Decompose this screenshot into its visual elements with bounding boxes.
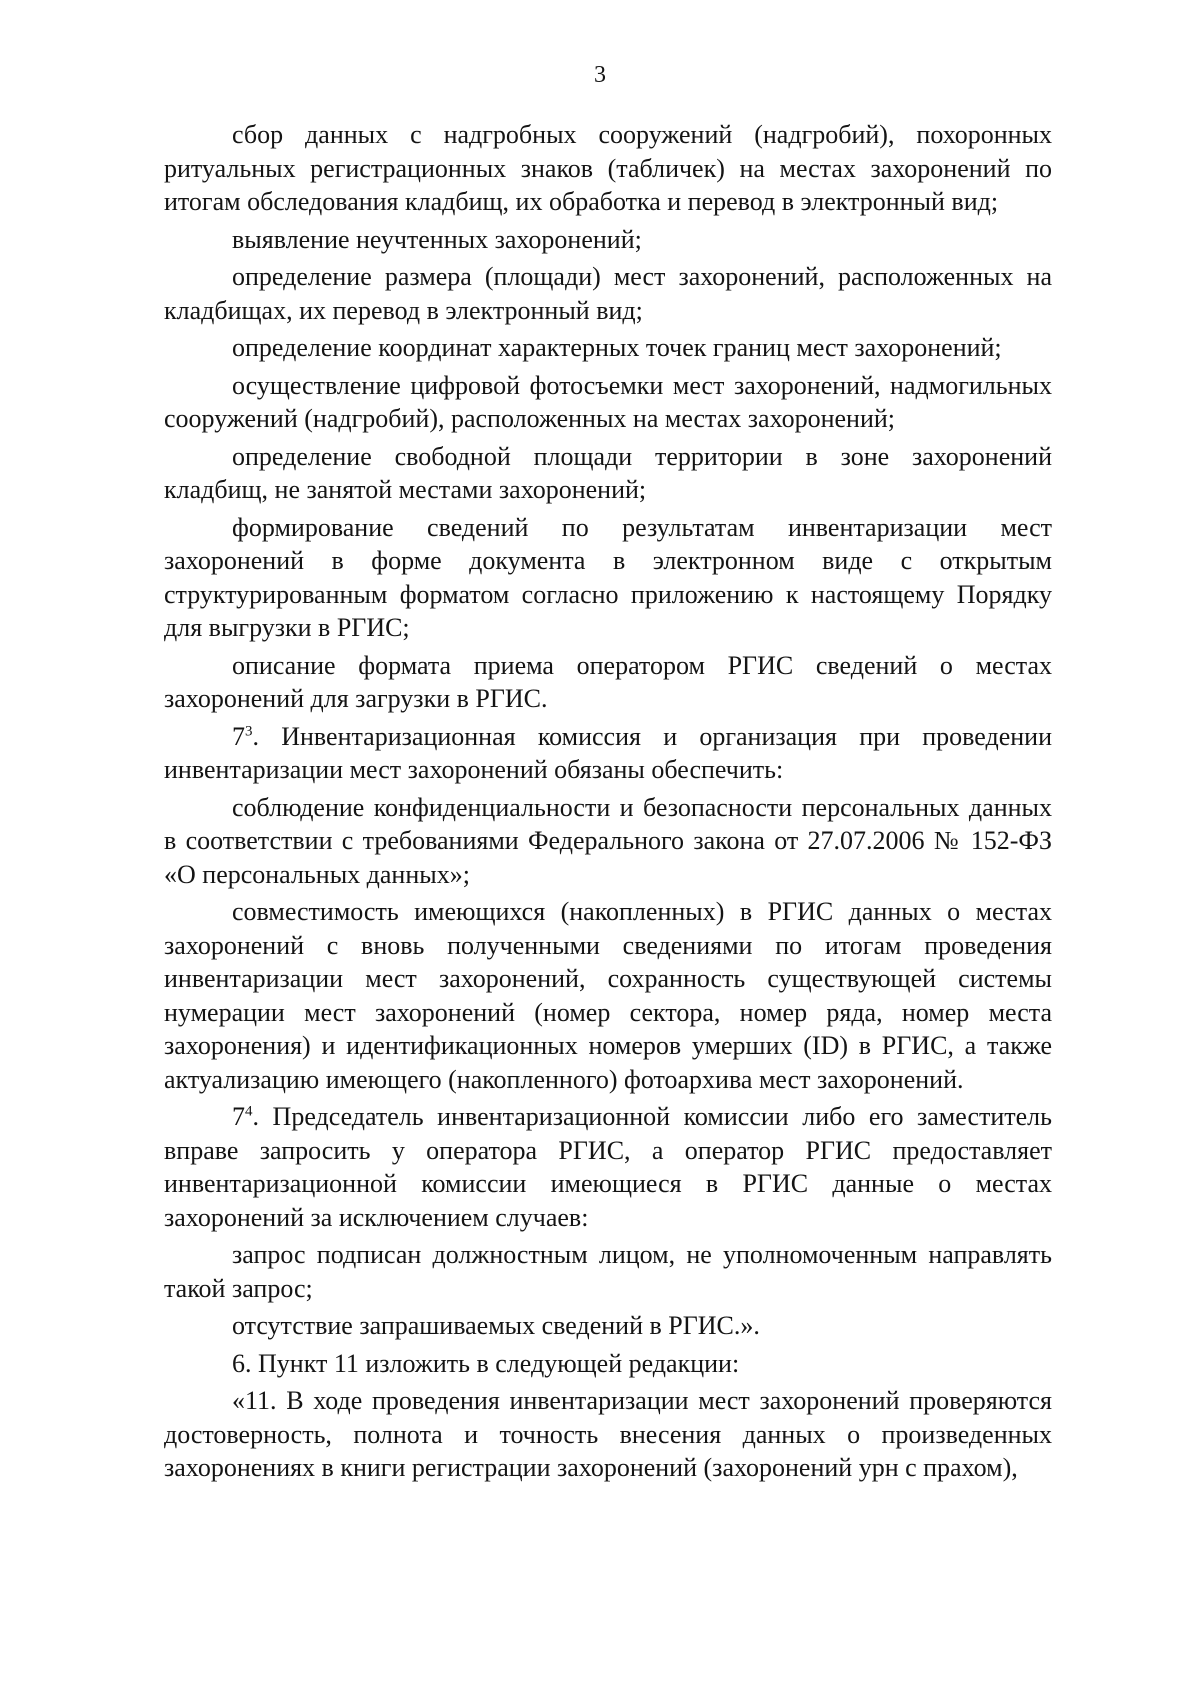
paragraph-15	[164, 1347, 1052, 1381]
paragraph-text: описание формата приема оператором РГИС сведений о местах захоронений для загрузки в РГИС.	[164, 650, 1052, 713]
paragraph-2	[164, 223, 1052, 257]
paragraph-text: соблюдение конфиденциальности и безопасности персональных данных в соответствии с требованиями Федерального закона от 27.07.2006 № 152-ФЗ «О персональных данных»;	[164, 792, 1052, 889]
paragraph-text: определение координат характерных точек границ мест захоронений;	[232, 333, 1002, 362]
clause-number: 7	[232, 721, 245, 751]
paragraph-text: выявление неучтенных захоронений;	[232, 224, 642, 254]
paragraph-11	[164, 895, 1052, 1096]
paragraph-16	[164, 1384, 1052, 1485]
paragraph-text: . Инвентаризационная комиссия и организация при проведении инвентаризации мест захоронений обязаны обеспечить:	[164, 721, 1052, 784]
paragraph-text: определение размера (площади) мест захоронений, расположенных на кладбищах, их перевод в электронный вид;	[164, 262, 1052, 325]
paragraph-7	[164, 511, 1052, 645]
paragraph-1	[164, 118, 1052, 219]
clause-7-3	[164, 720, 1052, 787]
paragraph-13	[164, 1238, 1052, 1305]
paragraph-text: осуществление цифровой фотосъемки мест захоронений, надмогильных сооружений (надгробий), расположенных на местах захоронений;	[164, 370, 1052, 433]
paragraph-text: . Председатель инвентаризационной комиссии либо его заместитель вправе запросить у оператора РГИС, а оператор РГИС предоставляет инвентаризационной комиссии имеющиеся в РГИС данные о местах захоронений за исключением случаев:	[164, 1102, 1052, 1232]
page-number: 3	[594, 62, 606, 88]
paragraph-text: отсутствие запрашиваемых сведений в РГИС.».	[232, 1311, 760, 1340]
paragraph-text: сбор данных с надгробных сооружений (надгробий), похоронных ритуальных регистрационных знаков (табличек) на местах захоронений по итогам обследования кладбищ, их обработка и перевод в электронный вид;	[164, 120, 1052, 216]
paragraph-text: формирование сведений по результатам инвентаризации мест захоронений в форме документа в электронном виде с открытым структурированным форматом согласно приложению к настоящему Порядку для выгрузки в РГИС;	[164, 512, 1052, 642]
clause-superscript: 4	[245, 1103, 253, 1120]
paragraph-text: определение свободной площади территории в зоне захоронений кладбищ, не занятой местами захоронений;	[164, 441, 1052, 504]
clause-superscript: 3	[245, 722, 253, 739]
paragraph-text: 6. Пункт 11 изложить в следующей редакции:	[232, 1348, 740, 1378]
paragraph-text: запрос подписан должностным лицом, не уполномоченным направлять такой запрос;	[164, 1240, 1052, 1303]
paragraph-3	[164, 260, 1052, 327]
document-body	[164, 118, 1052, 1489]
paragraph-4	[164, 331, 1052, 365]
paragraph-text: «11. В ходе проведения инвентаризации мест захоронений проверяются достоверность, полнота и точность внесения данных о произведенных захоронениях в книги регистрации захоронений (захоронений урн с прахом),	[164, 1386, 1052, 1482]
paragraph-14	[164, 1309, 1052, 1343]
paragraph-10	[164, 791, 1052, 892]
clause-number: 7	[232, 1102, 245, 1131]
paragraph-5	[164, 369, 1052, 436]
paragraph-8	[164, 649, 1052, 716]
paragraph-6	[164, 440, 1052, 507]
clause-7-4	[164, 1100, 1052, 1234]
paragraph-text: совместимость имеющихся (накопленных) в РГИС данных о местах захоронений с вновь полученными сведениями по итогам проведения инвентаризации мест захоронений, сохранность существующей системы нумерации мест захоронений (номер сектора, номер ряда, номер места захоронения) и идентификационных номеров умерших (ID) в РГИС, а также актуализацию имеющего (накопленного) фотоархива мест захоронений.	[164, 897, 1052, 1094]
